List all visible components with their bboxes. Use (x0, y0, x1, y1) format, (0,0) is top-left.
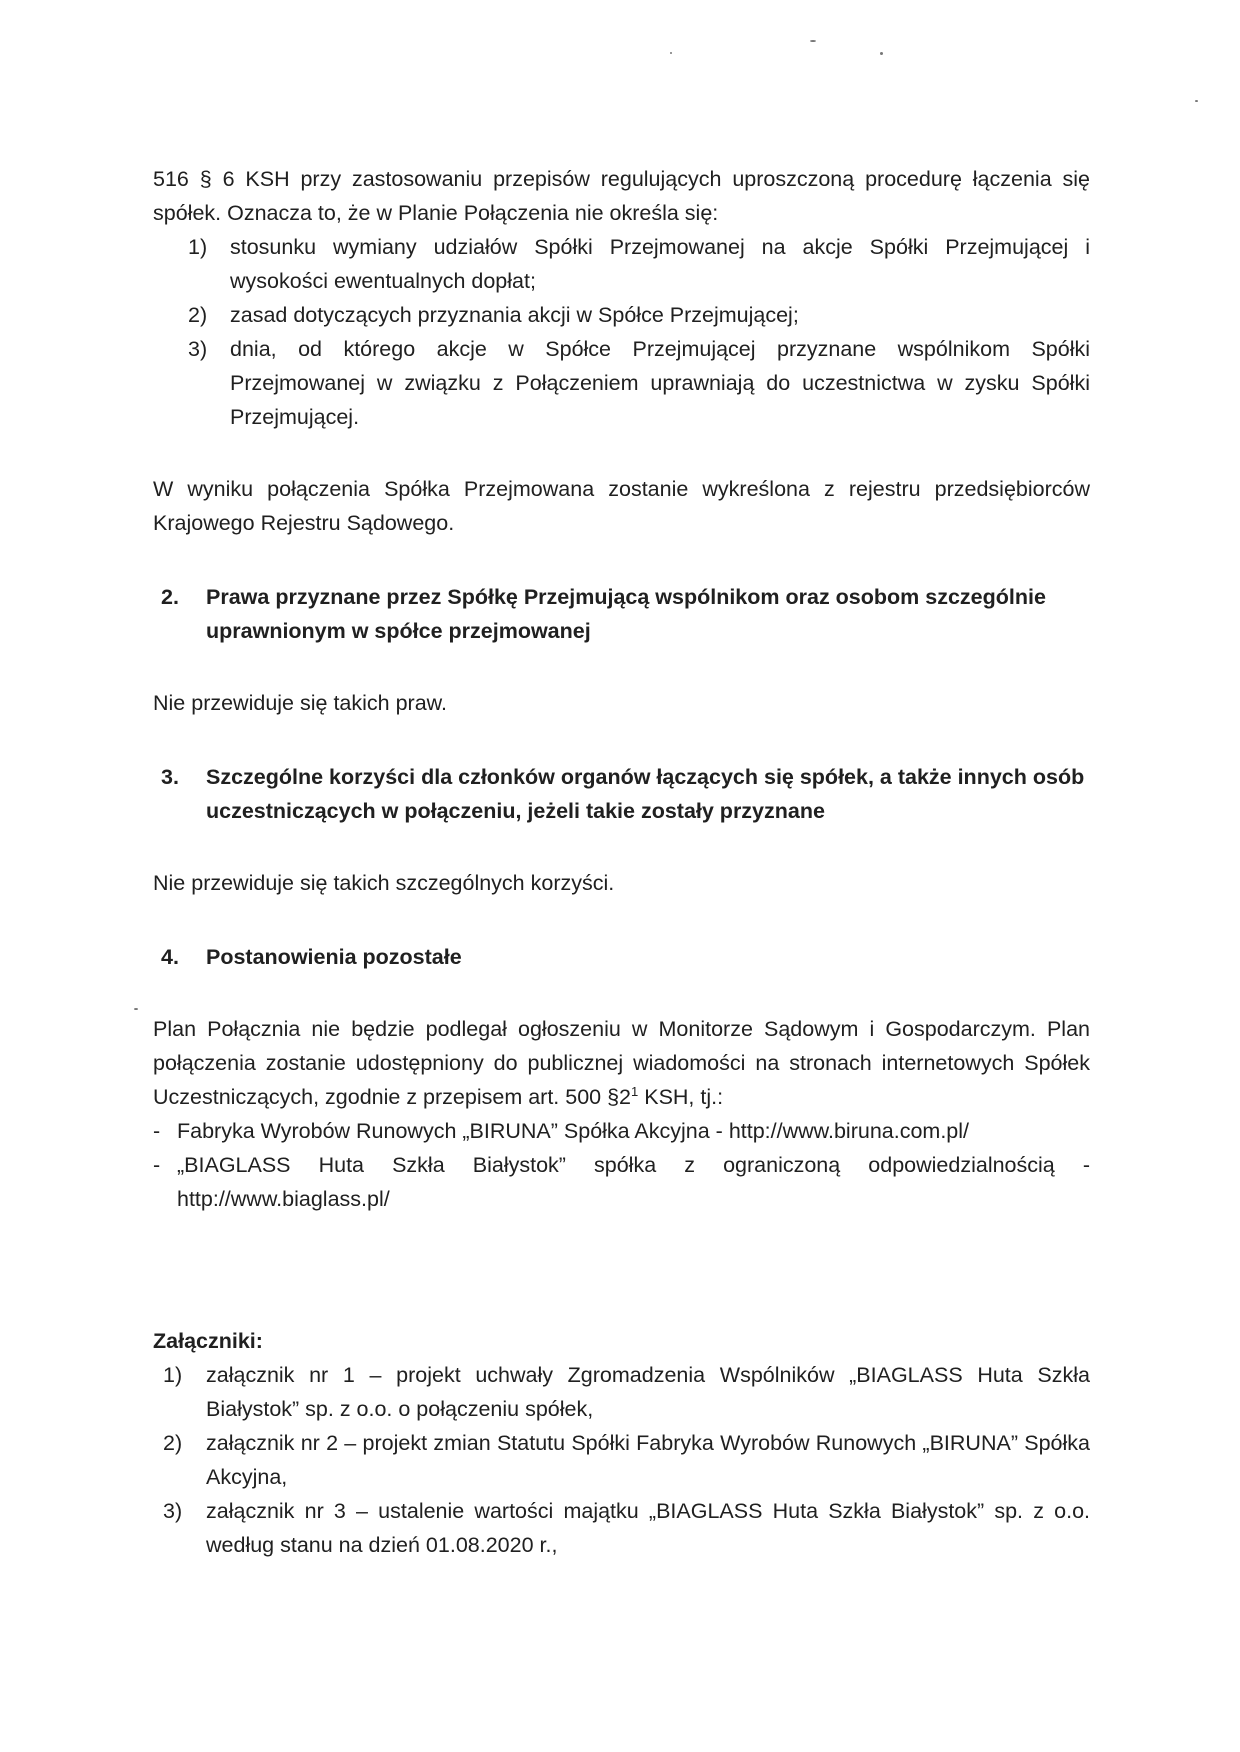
item-text: załącznik nr 2 – projekt zmian Statutu Spółki Fabryka Wyrobów Runowych „BIRUNA” Spółka Akcyjna, (206, 1431, 1090, 1489)
list-item (188, 230, 1090, 298)
item-number: 3) (163, 1499, 183, 1523)
provisions-text: Plan Połącznia nie będzie podlegał ogłoszeniu w Monitorze Sądowym i Gospodarczym. Plan połączenia zostanie udostępniony do publicznej wiadomości na stronach internetowych Spółek Uczestniczących, zgodnie z przepisem art. 500 §2 (153, 1017, 1090, 1109)
section-title: Prawa przyznane przez Spółkę Przejmującą wspólnikom oraz osobom szczególnie uprawnionym w spółce przejmowanej (206, 585, 1046, 643)
section-body: Nie przewiduje się takich szczególnych korzyści. (153, 871, 615, 895)
item-text: dnia, od którego akcje w Spółce Przejmującej przyznane wspólnikom Spółki Przejmowanej w związku z Połączeniem uprawniają do uczestnictwa w zysku Spółki Przejmującej. (230, 337, 1090, 429)
deletion-paragraph: W wyniku połączenia Spółka Przejmowana zostanie wykreślona z rejestru przedsiębiorców Krajowego Rejestru Sądowego. (153, 477, 1090, 535)
item-number: 1) (188, 235, 208, 259)
section-heading-3 (153, 760, 1090, 828)
list-item (188, 298, 1090, 332)
section-heading-2 (153, 580, 1090, 648)
item-text: stosunku wymiany udziałów Spółki Przejmowanej na akcje Spółki Przejmującej i wysokości ewentualnych dopłat; (230, 235, 1090, 293)
scan-speck (1195, 100, 1198, 102)
provisions-paragraph (153, 1012, 1090, 1114)
list-item (163, 1358, 1090, 1426)
item-number: 3) (188, 337, 208, 361)
item-text: załącznik nr 1 – projekt uchwały Zgromadzenia Wspólników „BIAGLASS Huta Szkła Białystok” sp. z o.o. o połączeniu spółek, (206, 1363, 1090, 1421)
excluded-items-list (153, 230, 1090, 434)
item-text: zasad dotyczących przyznania akcji w Spółce Przejmującej; (230, 303, 799, 327)
scan-speck (670, 52, 672, 54)
paragraph-superscript: 1 (631, 1083, 639, 1099)
item-number: 2) (188, 303, 208, 327)
item-number: 2) (163, 1431, 183, 1455)
section-number: 3. (161, 765, 179, 789)
item-text: załącznik nr 3 – ustalenie wartości majątku „BIAGLASS Huta Szkła Białystok” sp. z o.o. według stanu na dzień 01.08.2020 r., (206, 1499, 1090, 1557)
scan-speck (134, 1008, 138, 1010)
provisions-text-end: KSH, tj.: (638, 1085, 724, 1109)
dash-marker: - (153, 1153, 161, 1177)
company-link-line (153, 1148, 1090, 1216)
scan-speck (880, 52, 883, 55)
list-item (163, 1426, 1090, 1494)
company-link-text: Fabryka Wyrobów Runowych „BIRUNA” Spółka Akcyjna - http://www.biruna.com.pl/ (177, 1119, 970, 1143)
item-number: 1) (163, 1363, 183, 1387)
company-link-text: „BIAGLASS Huta Szkła Białystok” spółka z ograniczoną odpowiedzialnością - http://www.biaglass.pl/ (177, 1153, 1090, 1211)
company-link-line (153, 1114, 1090, 1148)
section-number: 4. (161, 945, 179, 969)
section-heading-4 (153, 940, 1090, 974)
section-title: Szczególne korzyści dla członków organów łączących się spółek, a także innych osób uczestniczących w połączeniu, jeżeli takie zostały przyznane (206, 765, 1085, 823)
list-item (163, 1494, 1090, 1562)
attachments-list (153, 1358, 1090, 1562)
scan-speck (810, 40, 816, 42)
dash-marker: - (153, 1119, 161, 1143)
section-number: 2. (161, 585, 179, 609)
section-title: Postanowienia pozostałe (206, 945, 462, 969)
section-body: Nie przewiduje się takich praw. (153, 691, 447, 715)
attachments-title: Załączniki: (153, 1329, 263, 1353)
list-item (188, 332, 1090, 434)
intro-paragraph: 516 § 6 KSH przy zastosowaniu przepisów regulujących uproszczoną procedurę łączenia się spółek. Oznacza to, że w Planie Połączenia nie określa się: (153, 167, 1090, 225)
